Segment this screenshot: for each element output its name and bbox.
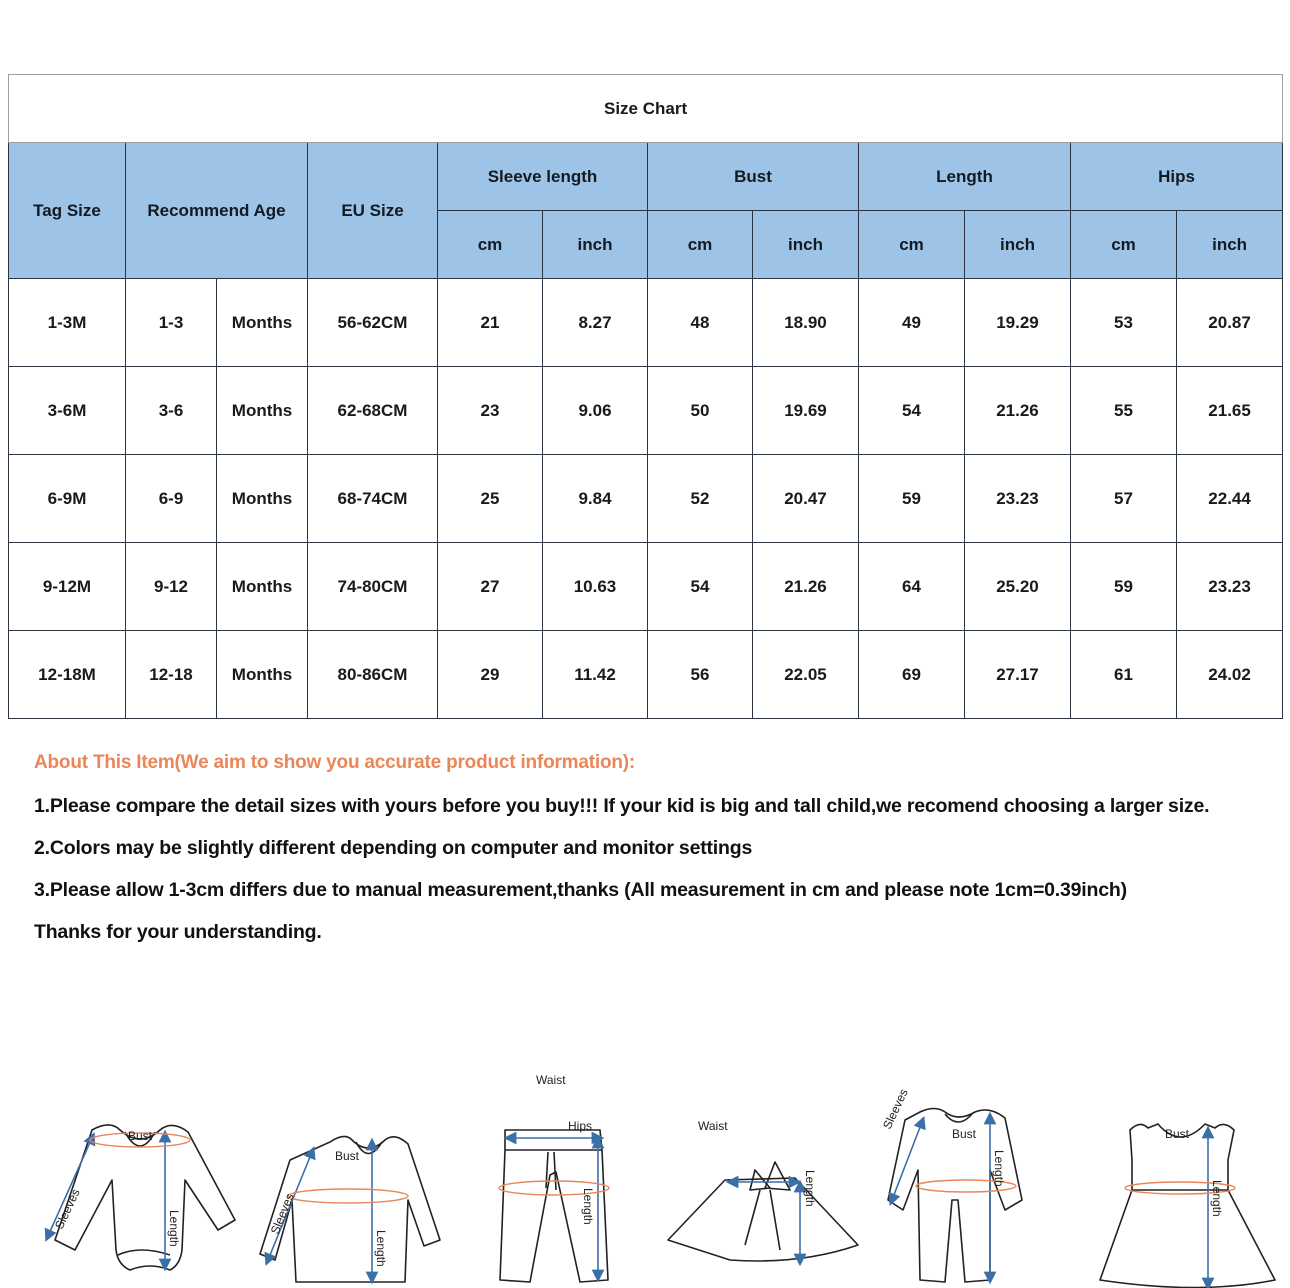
notes-list xyxy=(34,793,1274,961)
length-cm-cell: 64 xyxy=(859,543,965,631)
bust-cm-cell: 54 xyxy=(648,543,753,631)
age-unit-cell: Months xyxy=(217,543,308,631)
unit-header: cm xyxy=(648,211,753,279)
sleeve-inch-cell: 10.63 xyxy=(543,543,648,631)
top-bust-ring xyxy=(288,1189,408,1203)
eu-size-cell: 68-74CM xyxy=(308,455,438,543)
unit-header: cm xyxy=(1071,211,1177,279)
romper-bust-label: Bust xyxy=(952,1127,977,1141)
sleeve-cm-cell: 25 xyxy=(438,455,543,543)
unit-header: inch xyxy=(965,211,1071,279)
bust-cm-cell: 52 xyxy=(648,455,753,543)
dress-bust-label: Bust xyxy=(1165,1127,1190,1141)
sleeve-inch-cell: 9.06 xyxy=(543,367,648,455)
eu-size-cell: 80-86CM xyxy=(308,631,438,719)
header-eu-size: EU Size xyxy=(308,143,438,279)
length-cm-cell: 54 xyxy=(859,367,965,455)
table-row xyxy=(9,543,1283,631)
eu-size-cell: 56-62CM xyxy=(308,279,438,367)
romper-length-label: Length xyxy=(992,1150,1006,1187)
dress-diagram xyxy=(1100,1124,1275,1288)
eu-size-cell: 74-80CM xyxy=(308,543,438,631)
table-row xyxy=(9,631,1283,719)
sleeve-cm-cell: 29 xyxy=(438,631,543,719)
top-length-label: Length xyxy=(374,1230,388,1267)
hips-inch-cell: 22.44 xyxy=(1177,455,1283,543)
measurement-diagrams xyxy=(0,1050,1290,1288)
length-inch-cell: 19.29 xyxy=(965,279,1071,367)
skirt-length-label: Length xyxy=(803,1170,817,1207)
sleeve-cm-cell: 27 xyxy=(438,543,543,631)
header-bust: Bust xyxy=(648,143,859,211)
eu-size-cell: 62-68CM xyxy=(308,367,438,455)
sleeve-inch-cell: 9.84 xyxy=(543,455,648,543)
tag-size-cell: 12-18M xyxy=(9,631,126,719)
top-sleeve-label: Sleeves xyxy=(267,1191,297,1237)
table-row xyxy=(9,279,1283,367)
age-unit-cell: Months xyxy=(217,631,308,719)
about-item-heading: About This Item(We aim to show you accurate product information): xyxy=(34,752,636,773)
hips-cm-cell: 57 xyxy=(1071,455,1177,543)
unit-header: inch xyxy=(753,211,859,279)
sleeve-inch-cell: 11.42 xyxy=(543,631,648,719)
top-bust-label: Bust xyxy=(335,1149,360,1163)
skirt-waist-label: Waist xyxy=(698,1119,728,1133)
bust-cm-cell: 56 xyxy=(648,631,753,719)
note-item: Thanks for your understanding. xyxy=(34,921,322,943)
header-length: Length xyxy=(859,143,1071,211)
unit-header: inch xyxy=(1177,211,1283,279)
unit-header: cm xyxy=(438,211,543,279)
hips-cm-cell: 59 xyxy=(1071,543,1177,631)
length-inch-cell: 21.26 xyxy=(965,367,1071,455)
hips-cm-cell: 55 xyxy=(1071,367,1177,455)
length-cm-cell: 69 xyxy=(859,631,965,719)
length-inch-cell: 27.17 xyxy=(965,631,1071,719)
hips-inch-cell: 23.23 xyxy=(1177,543,1283,631)
length-cm-cell: 49 xyxy=(859,279,965,367)
tag-size-cell: 3-6M xyxy=(9,367,126,455)
romper-sleeve-label: Sleeves xyxy=(880,1086,911,1132)
note-item: 3.Please allow 1-3cm differs due to manual measurement,thanks (All measurement in cm and please note 1cm=0.39inch) xyxy=(34,879,1127,901)
length-inch-cell: 23.23 xyxy=(965,455,1071,543)
bust-cm-cell: 48 xyxy=(648,279,753,367)
size-chart-title: Size Chart xyxy=(9,75,1283,143)
bust-inch-cell: 18.90 xyxy=(753,279,859,367)
bust-inch-cell: 19.69 xyxy=(753,367,859,455)
table-row xyxy=(9,455,1283,543)
pants-length-label: Length xyxy=(581,1188,595,1225)
bust-cm-cell: 50 xyxy=(648,367,753,455)
header-sleeve-length: Sleeve length xyxy=(438,143,648,211)
unit-header: cm xyxy=(859,211,965,279)
sleeve-cm-cell: 21 xyxy=(438,279,543,367)
age-range-cell: 1-3 xyxy=(126,279,217,367)
tag-size-cell: 1-3M xyxy=(9,279,126,367)
bust-inch-cell: 22.05 xyxy=(753,631,859,719)
hips-inch-cell: 21.65 xyxy=(1177,367,1283,455)
length-cm-cell: 59 xyxy=(859,455,965,543)
tag-size-cell: 6-9M xyxy=(9,455,126,543)
pants-hips-label: Hips xyxy=(568,1119,593,1133)
age-unit-cell: Months xyxy=(217,279,308,367)
age-range-cell: 12-18 xyxy=(126,631,217,719)
header-hips: Hips xyxy=(1071,143,1283,211)
age-range-cell: 9-12 xyxy=(126,543,217,631)
note-item: 2.Colors may be slightly different depending on computer and monitor settings xyxy=(34,837,753,859)
skirt-diagram xyxy=(668,1162,858,1261)
bodysuit-bust-label: Bust xyxy=(128,1129,153,1143)
tag-size-cell: 9-12M xyxy=(9,543,126,631)
header-recommend-age: Recommend Age xyxy=(126,143,308,279)
age-unit-cell: Months xyxy=(217,455,308,543)
bust-inch-cell: 20.47 xyxy=(753,455,859,543)
dress-length-label: Length xyxy=(1210,1180,1224,1217)
pants-waist-label: Waist xyxy=(536,1073,566,1087)
age-range-cell: 3-6 xyxy=(126,367,217,455)
table-row xyxy=(9,367,1283,455)
hips-inch-cell: 20.87 xyxy=(1177,279,1283,367)
bust-inch-cell: 21.26 xyxy=(753,543,859,631)
length-inch-cell: 25.20 xyxy=(965,543,1071,631)
age-range-cell: 6-9 xyxy=(126,455,217,543)
size-chart-table xyxy=(8,74,1283,719)
sleeve-cm-cell: 23 xyxy=(438,367,543,455)
hips-cm-cell: 61 xyxy=(1071,631,1177,719)
hips-inch-cell: 24.02 xyxy=(1177,631,1283,719)
age-unit-cell: Months xyxy=(217,367,308,455)
note-item: 1.Please compare the detail sizes with yours before you buy!!! If your kid is big and tall child,we recomend choosing a larger size. xyxy=(34,795,1210,817)
bodysuit-sleeve-label: Sleeves xyxy=(52,1186,83,1232)
header-tag-size: Tag Size xyxy=(9,143,126,279)
sleeve-inch-cell: 8.27 xyxy=(543,279,648,367)
bodysuit-length-label: Length xyxy=(167,1210,181,1247)
hips-cm-cell: 53 xyxy=(1071,279,1177,367)
unit-header: inch xyxy=(543,211,648,279)
